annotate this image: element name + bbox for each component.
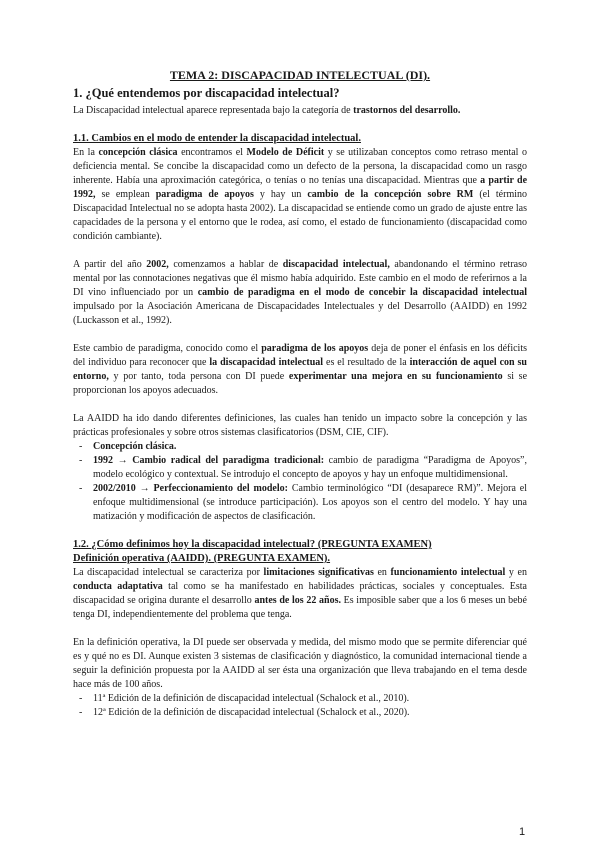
section-1-1-heading: 1.1. Cambios en el modo de entender la discapacidad intelectual. xyxy=(73,133,361,144)
editions-list xyxy=(73,692,527,720)
paragraph-operational-definition: En la definición operativa, la DI puede ser observada y medida, del mismo modo que se permite diferenciar qué es y qué no es DI. Aunque existen 3 sistemas de clasificación y diagnóstico, la comunidad internacional tiende a seguir la definición propuesta por la AAIDD al ser ésta una organización que lleva trabajando en el tema desde hace más de 100 años. xyxy=(73,637,527,690)
page-title: TEMA 2: DISCAPACIDAD INTELECTUAL (DI). xyxy=(169,68,431,82)
list-item: - 2002/2010 → Perfeccionamiento del modelo: Cambio terminológico “DI (desaparece RM)”. Mejora el enfoque multidimensional (se introduce participación). Los apoyos son el centro del modelo. Y hay una matización y modificación de aspectos de clasificación. xyxy=(73,482,527,524)
section-1-heading: 1. ¿Qué entendemos por discapacidad intelectual? xyxy=(73,86,340,100)
page-number: 1 xyxy=(519,826,526,838)
list-item: - 1992 → Cambio radical del paradigma tradicional: cambio de paradigma “Paradigma de Apoyos”, modelo ecológico y contextual. Se introdujo el concepto de apoyos y hay un enfoque multidimensional. xyxy=(73,454,527,482)
paragraph-aaidd-definitions: La AAIDD ha ido dando diferentes definiciones, las cuales han tenido un impacto sobre la concepción y las prácticas profesionales y sobre otros sistemas clasificatorios (DSM, CIE, CIF). xyxy=(73,413,527,438)
paragraph-support-paradigm: Este cambio de paradigma, conocido como el paradigma de los apoyos deja de poner el énfasis en los déficits del individuo para reconocer que la discapacidad intelectual es el resultado de la interacción de aquel con su entorno, y por tanto, toda persona con DI puede experimentar una mejora en su funcionamiento si se proporcionan los apoyos adecuados. xyxy=(73,343,528,396)
paragraph-classic-conception: En la concepción clásica encontramos el Modelo de Déficit y se utilizaban conceptos como retraso mental o deficiencia mental. Se concibe la discapacidad como un defecto de la persona, la discapacidad como un rasgo inherente. Había una aproximación categórica, o tenías o no tenías una discapacidad. Mientras que a partir de 1992, se emplean paradigma de apoyos y hay un cambio de la concepción sobre RM (el término Discapacidad Intelectual no se adopta hasta 2002). La discapacidad se entiende como un grado de ajuste entre las capacidades de la persona y el entorno que le rodea, así como, el estado de funcionamiento (discapacidad como condición cambiante). xyxy=(73,147,528,242)
list-item: - Concepción clásica. xyxy=(73,440,527,454)
paragraph-di-definition: La discapacidad intelectual se caracteriza por limitaciones significativas en funcionamiento intelectual y en conducta adaptativa tal como se ha manifestado en habilidades prácticas, sociales y conceptuales. Esta discapacidad se origina durante el desarrollo antes de los 22 años. Es imposible saber que a los 6 meses un bebé tenga DI, independientemente del problema que tenga. xyxy=(73,567,527,620)
document-page xyxy=(73,68,527,720)
definitions-list xyxy=(73,440,527,524)
operational-definition-heading: Definición operativa (AAIDD). (PREGUNTA EXAMEN). xyxy=(73,553,331,564)
list-item: - 11ª Edición de la definición de discapacidad intelectual (Schalock et al., 2010). xyxy=(73,692,527,706)
section-1-paragraph: La Discapacidad intelectual aparece representada bajo la categoría de trastornos del desarrollo. xyxy=(73,105,461,116)
section-1-2-heading: 1.2. ¿Cómo definimos hoy la discapacidad intelectual? (PREGUNTA EXAMEN) xyxy=(73,539,432,550)
list-item: - 12ª Edición de la definición de discapacidad intelectual (Schalock et al., 2020). xyxy=(73,706,527,720)
paragraph-2002: A partir del año 2002, comenzamos a hablar de discapacidad intelectual, abandonando el término retraso mental por las connotaciones negativas que él mismo había adquirido. Este cambio en el modo de referirnos a la DI vino influenciado por un cambio de paradigma en el modo de concebir la discapacidad intelectual impulsado por la Asociación Americana de Discapacidades Intelectuales y del Desarrollo (AAIDD) en 1992 (Luckasson et al., 1992). xyxy=(73,259,527,326)
